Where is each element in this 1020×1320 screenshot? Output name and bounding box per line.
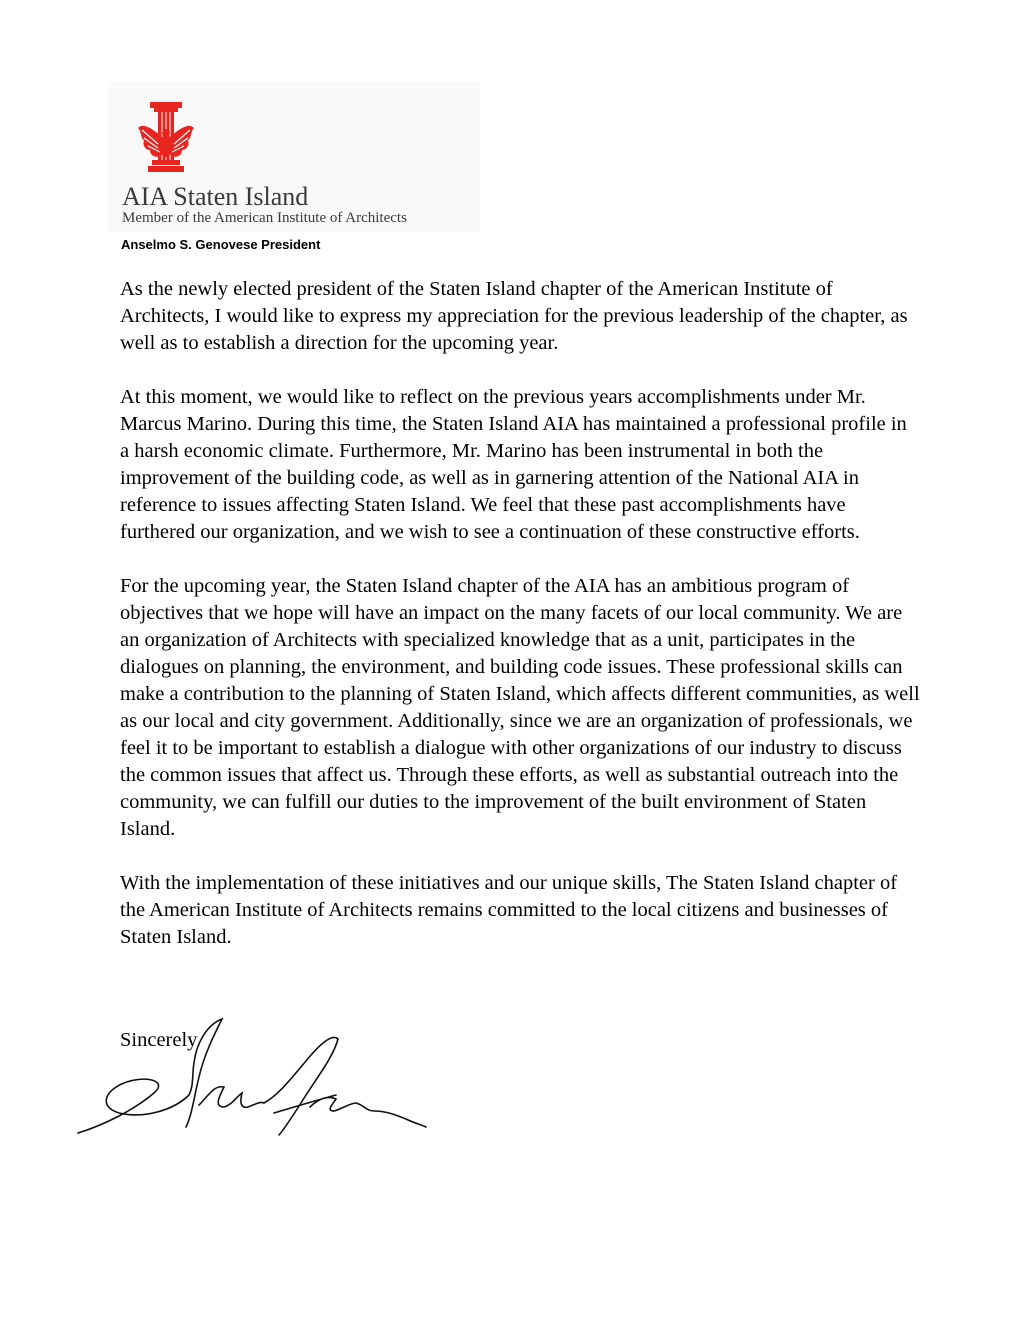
closing: Sincerely (120, 1029, 198, 1051)
paragraph: With the implementation of these initiatives and our unique skills, The Staten Island chapter of the American Institute of Architects remains committed to the local citizens and businesses of Staten Island. (120, 872, 898, 948)
letter-body (120, 276, 920, 978)
org-name: AIA Staten Island (122, 182, 309, 211)
paragraph: At this moment, we would like to reflect on the previous years accomplishments under Mr. Marcus Marino. During this time, the Staten Island AIA has maintained a professional profile in a harsh economic climate. Furthermore, Mr. Marino has been instrumental in both the improvement of the building code, as well as in garnering attention of the National AIA in reference to issues affecting Staten Island. We feel that these past accomplishments have furthered our organization, and we wish to see a continuation of these constructive efforts. (120, 386, 907, 543)
letterhead (108, 82, 480, 232)
org-tagline: Member of the American Institute of Architects (122, 210, 407, 226)
paragraph: For the upcoming year, the Staten Island chapter of the AIA has an ambitious program of objectives that we hope will have an impact on the many facets of our local community. We are an organization of Architects with specialized knowledge that as a unit, participates in the dialogues on planning, the environment, and building code issues. These professional skills can make a contribution to the planning of Staten Island, which affects different communities, as well as our local and city government. Additionally, since we are an organization of professionals, we feel it to be important to establish a dialogue with other organizations of our industry to discuss the common issues that affect us. Through these efforts, as well as substantial outreach into the community, we can fulfill our duties to the improvement of the built environment of Staten Island. (120, 575, 920, 840)
aia-eagle-column-icon (136, 100, 196, 180)
handwritten-signature (74, 1015, 434, 1140)
signatory-line: Anselmo S. Genovese President (121, 237, 321, 252)
paragraph: As the newly elected president of the Staten Island chapter of the American Institute of Architects, I would like to express my appreciation for the previous leadership of the chapter, as well as to establish a direction for the upcoming year. (120, 278, 908, 354)
